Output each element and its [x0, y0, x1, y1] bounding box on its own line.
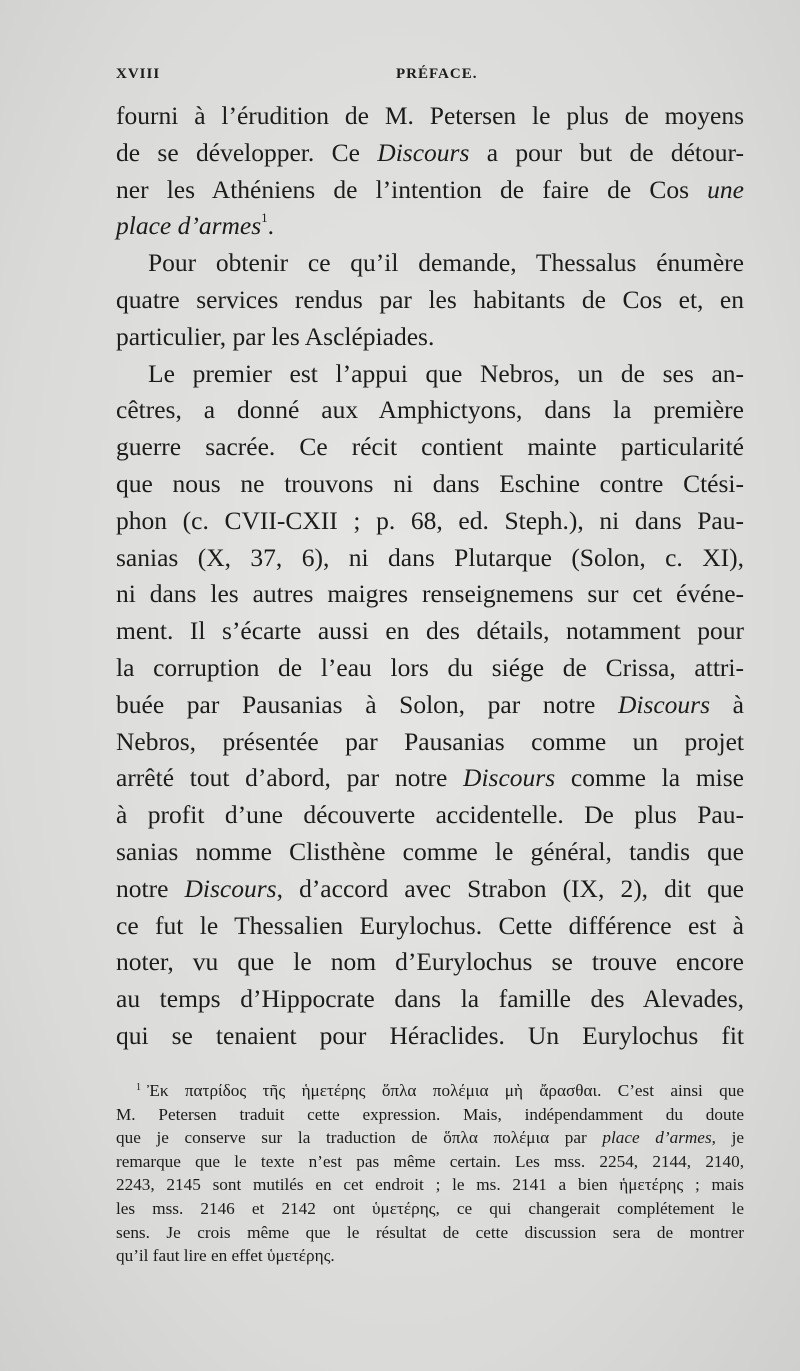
text-line: ni dans les autres maigres renseignemens sur cet événe-	[116, 579, 744, 609]
text-line: cêtres, a donné aux Amphictyons, dans la première	[116, 395, 744, 425]
paragraph-start-line: Le premier est l’appui que Nebros, un de ses an-	[148, 358, 744, 388]
footnote-line: qu’il faut lire en effet ὑμετέρης.	[116, 1246, 335, 1266]
text-line: la corruption de l’eau lors du siége de Crissa, attri-	[116, 652, 744, 682]
footnote-marker: 1	[136, 1082, 141, 1093]
text-line: fourni à l’érudition de M. Petersen le plus de moyens	[116, 101, 744, 130]
text-line: sanias nomme Clisthène comme le général, tandis que	[116, 836, 744, 866]
footnote-line: M. Petersen traduit cette expression. Mais, indépendamment du doute	[116, 1104, 744, 1124]
footnote-line: que je conserve sur la traduction de ὅπλα πολέμια par place d’armes, je	[116, 1128, 744, 1148]
text-line	[116, 135, 744, 172]
text-line: buée par Pausanias à Solon, par notre Discours à	[116, 689, 744, 719]
text-line: guerre sacrée. Ce récit contient mainte particularité	[116, 432, 744, 462]
paragraph-start-line: Pour obtenir ce qu’il demande, Thessalus énumère	[148, 248, 744, 278]
text-line: arrêté tout d’abord, par notre Discours comme la mise	[116, 763, 744, 793]
text-line: que nous ne trouvons ni dans Eschine contre Ctési-	[116, 468, 744, 498]
text-line: Nebros, présentée par Pausanias comme un projet	[116, 726, 744, 756]
text-line: quatre services rendus par les habitants de Cos et, en	[116, 284, 744, 314]
text-line: au temps d’Hippocrate dans la famille des Alevades,	[116, 984, 744, 1014]
text-line: place d’armes$^1$.	[116, 210, 275, 241]
text-line: notre Discours, d’accord avec Strabon (IX, 2), dit que	[116, 873, 744, 903]
footnote-line: les mss. 2146 et 2142 ont ὑμετέρης, ce qui changerait complétement le	[116, 1198, 744, 1218]
footnote-line: 2243, 2145 sont mutilés en cet endroit ; le ms. 2141 a bien ἡμετέρης ; mais	[116, 1175, 744, 1195]
main-text	[116, 98, 744, 1055]
footnote-text: Ἐκ πατρίδος τῆς ἡμετέρης ὅπλα πολέμια μὴ ἄρασθαι. C’est ainsi que	[147, 1081, 744, 1100]
text-line: particulier, par les Asclépiades.	[116, 321, 435, 351]
text-line: noter, vu que le nom d’Eurylochus se trouve encore	[116, 947, 744, 977]
text-line: ce fut le Thessalien Eurylochus. Cette différence est à	[116, 910, 744, 940]
footnote-line: remarque que le texte n’est pas même certain. Les mss. 2254, 2144, 2140,	[116, 1151, 744, 1171]
text-fragment: de se développer. Ce Discours a pour but de détour-	[116, 137, 744, 167]
footnote-line: sens. Je crois même que le résultat de cette discussion sera de montrer	[116, 1222, 744, 1242]
page-number: XVIII	[116, 66, 161, 82]
footnote	[116, 1079, 744, 1268]
text-line: ner les Athéniens de l’intention de faire de Cos une	[116, 174, 744, 204]
text-line: à profit d’une découverte accidentelle. De plus Pau-	[116, 800, 744, 830]
footnote-line	[116, 1079, 744, 1103]
running-head	[116, 66, 744, 88]
running-title: PRÉFACE.	[396, 66, 478, 82]
text-line: sanias (X, 37, 6), ni dans Plutarque (Solon, c. XI),	[116, 542, 744, 572]
text-line: qui se tenaient pour Héraclides. Un Eurylochus fit	[116, 1020, 744, 1050]
text-line: ment. Il s’écarte aussi en des détails, notamment pour	[116, 616, 744, 646]
text-line: phon (c. CVII-CXII ; p. 68, ed. Steph.), ni dans Pau-	[116, 505, 744, 535]
